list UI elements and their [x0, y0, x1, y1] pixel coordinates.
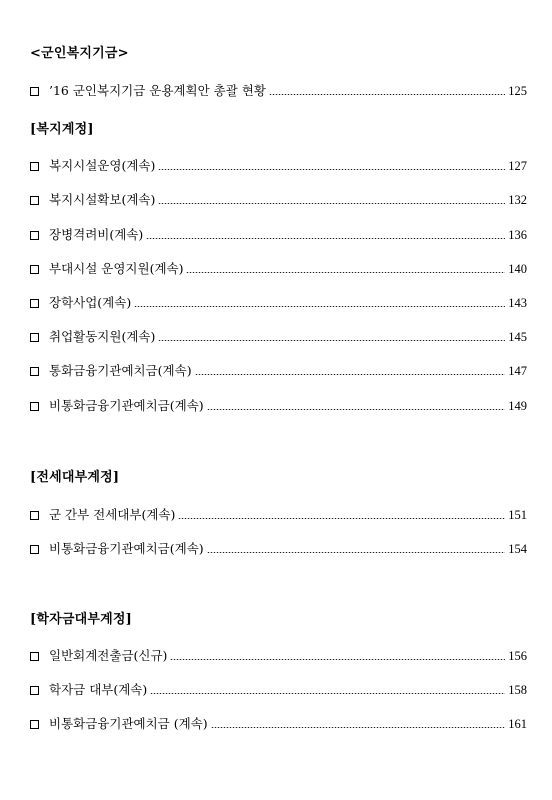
- dot-leader: [269, 94, 505, 95]
- toc-entry[interactable]: [30, 227, 527, 243]
- dot-leader: [134, 306, 505, 307]
- checkbox-icon: [30, 299, 39, 308]
- checkbox-icon: [30, 402, 39, 411]
- toc-entry-page: 143: [508, 296, 527, 310]
- toc-entry-title: 비통화금융기관예치금 (계속): [49, 716, 208, 731]
- dot-leader: [150, 693, 505, 694]
- toc-entry-title: 비통화금융기관예치금(계속): [49, 541, 204, 556]
- checkbox-icon: [30, 686, 39, 695]
- toc-entry-page: 158: [508, 683, 527, 697]
- toc-entry-page: 154: [508, 542, 527, 556]
- toc-entry[interactable]: [30, 83, 527, 99]
- toc-entry[interactable]: [30, 192, 527, 208]
- toc-entry-title: 학자금 대부(계속): [49, 682, 148, 697]
- toc-entry[interactable]: [30, 158, 527, 174]
- toc-entry[interactable]: [30, 648, 527, 664]
- toc-entry-page: 140: [508, 262, 527, 276]
- section-heading-welfare-account: [복지계정]: [30, 122, 94, 137]
- checkbox-icon: [30, 367, 39, 376]
- dot-leader: [158, 340, 505, 341]
- toc-entry-title: 복지시설운영(계속): [49, 158, 156, 173]
- toc-entry-title: 장병격려비(계속): [49, 227, 144, 242]
- toc-entry-page: 145: [508, 330, 527, 344]
- toc-entry[interactable]: [30, 541, 527, 557]
- checkbox-icon: [30, 162, 39, 171]
- checkbox-icon: [30, 652, 39, 661]
- toc-entry-page: 132: [508, 193, 527, 207]
- dot-leader: [146, 238, 505, 239]
- dot-leader: [178, 518, 505, 519]
- toc-entry-page: 161: [508, 717, 527, 731]
- toc-entry[interactable]: [30, 682, 527, 698]
- toc-entry-page: 151: [508, 508, 527, 522]
- toc-entry-title: 복지시설확보(계속): [49, 192, 156, 207]
- toc-entry-page: 147: [508, 364, 527, 378]
- toc-entry-page: 149: [508, 399, 527, 413]
- toc-entry-title: 비통화금융기관예치금(계속): [49, 398, 204, 413]
- checkbox-icon: [30, 545, 39, 554]
- dot-leader: [207, 409, 506, 410]
- checkbox-icon: [30, 720, 39, 729]
- toc-entry-title: 부대시설 운영지원(계속): [49, 261, 184, 276]
- toc-entry[interactable]: [30, 261, 527, 277]
- section-heading-lease-loan-account: [전세대부계정]: [30, 470, 120, 485]
- checkbox-icon: [30, 87, 39, 96]
- checkbox-icon: [30, 511, 39, 520]
- toc-entry[interactable]: [30, 716, 527, 732]
- toc-entry[interactable]: [30, 507, 527, 523]
- dot-leader: [211, 727, 506, 728]
- toc-entry-title: 일반회계전출금(신규): [49, 648, 168, 663]
- toc-entry[interactable]: [30, 329, 527, 345]
- section-heading-tuition-loan-account: [학자금대부계정]: [30, 612, 133, 627]
- toc-entry-title: 통화금융기관예치금(계속): [49, 363, 192, 378]
- toc-entry-title: ’16 군인복지기금 운용계획안 총괄 현황: [49, 83, 266, 98]
- dot-leader: [195, 374, 506, 375]
- toc-entry[interactable]: [30, 398, 527, 414]
- toc-entry-page: 136: [508, 228, 527, 242]
- dot-leader: [170, 659, 505, 660]
- toc-entry[interactable]: [30, 363, 527, 379]
- checkbox-icon: [30, 333, 39, 342]
- toc-entry-page: 156: [508, 649, 527, 663]
- section-heading-welfare-fund: <군인복지기금>: [30, 46, 129, 61]
- checkbox-icon: [30, 265, 39, 274]
- dot-leader: [158, 203, 505, 204]
- toc-entry-title: 취업활동지원(계속): [49, 329, 156, 344]
- checkbox-icon: [30, 231, 39, 240]
- toc-entry-page: 127: [508, 159, 527, 173]
- dot-leader: [186, 272, 505, 273]
- dot-leader: [158, 169, 505, 170]
- toc-entry-title: 군 간부 전세대부(계속): [49, 507, 176, 522]
- dot-leader: [207, 552, 506, 553]
- toc-entry[interactable]: [30, 295, 527, 311]
- checkbox-icon: [30, 196, 39, 205]
- toc-entry-title: 장학사업(계속): [49, 295, 132, 310]
- toc-entry-page: 125: [508, 84, 527, 98]
